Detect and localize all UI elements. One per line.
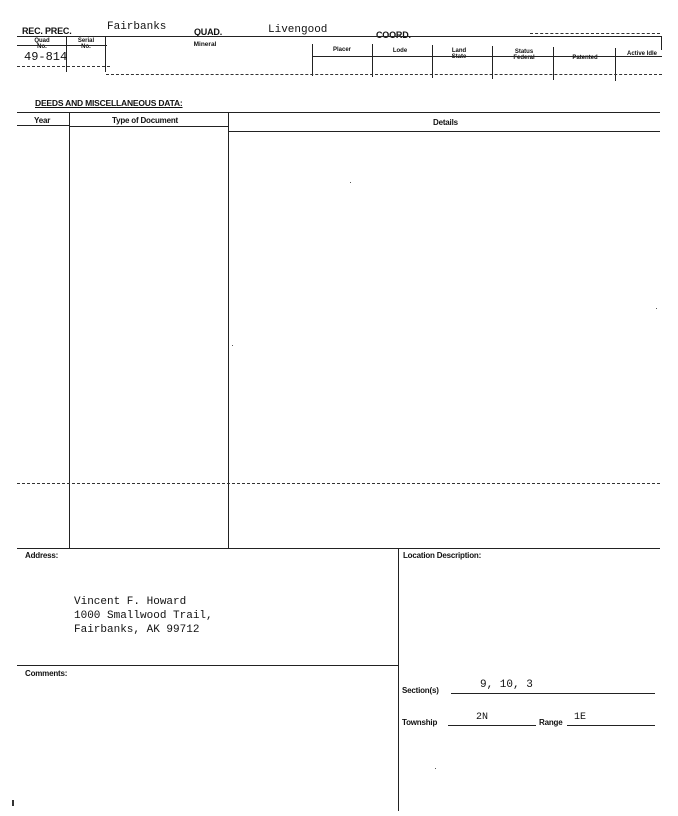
type-head-rule (69, 126, 228, 127)
col-placer: Placer (332, 47, 351, 53)
row-dash-left (17, 66, 110, 67)
details-head-rule (228, 131, 660, 132)
coord-dash (530, 33, 660, 34)
scan-speck (350, 182, 351, 183)
rec-prec-value: Fairbanks (107, 21, 167, 33)
col-lode: Lode (392, 48, 408, 54)
comments-label: Comments: (25, 669, 68, 678)
coord-label: COORD. (376, 30, 411, 40)
address-label: Address: (25, 551, 59, 560)
township-label: Township (402, 718, 438, 727)
col-status-federal: Status Federal (513, 49, 535, 61)
quad-serial-value: 49-814 (24, 50, 68, 64)
address-line-3: Fairbanks, AK 99712 (74, 624, 200, 636)
grid-v7 (553, 47, 554, 80)
year-head-rule (17, 125, 69, 126)
col-serial-no: Serial No. (77, 38, 95, 50)
scan-mark (12, 800, 14, 806)
deeds-dash-rule (17, 483, 660, 484)
address-line-2: 1000 Smallwood Trail, (74, 610, 213, 622)
col-quad-no: Quad No. (34, 38, 50, 50)
row-dash-right (106, 74, 662, 75)
address-block (74, 595, 213, 637)
col-land-state: Land State (451, 48, 467, 60)
grid-v4 (372, 44, 373, 77)
quad-label: QUAD. (194, 27, 222, 37)
quad-value: Livengood (268, 24, 328, 36)
range-value: 1E (574, 712, 587, 723)
col-mineral: Mineral (193, 41, 217, 48)
range-label: Range (539, 718, 563, 727)
col-patented: Patented (572, 55, 598, 61)
heading-rule-left (17, 45, 107, 46)
col-type-of-document: Type of Document (112, 116, 178, 125)
deeds-top-rule (17, 112, 660, 113)
grid-v9 (661, 36, 662, 50)
scan-speck (232, 345, 233, 346)
township-underline (448, 725, 536, 726)
heading-rule-right (312, 56, 662, 57)
comments-rule (17, 665, 398, 666)
grid-v3 (312, 44, 313, 76)
col-details: Details (433, 118, 458, 127)
bottom-divider (398, 548, 399, 811)
scan-speck (435, 768, 436, 769)
range-underline (567, 725, 655, 726)
sections-label: Section(s) (402, 686, 439, 695)
sections-value: 9, 10, 3 (480, 679, 533, 691)
scan-speck (656, 308, 657, 309)
sections-underline (451, 693, 655, 694)
col-year: Year (34, 116, 51, 125)
township-value: 2N (476, 712, 489, 723)
grid-v8 (615, 48, 616, 81)
location-label: Location Description: (403, 551, 482, 560)
address-line-1: Vincent F. Howard (74, 596, 187, 608)
col-active-idle: Active Idle (627, 51, 658, 57)
deeds-title: DEEDS AND MISCELLANEOUS DATA: (35, 98, 183, 108)
header-rule (17, 36, 662, 37)
bottom-top-rule (17, 548, 660, 549)
rec-prec-label: REC. PREC. (22, 26, 72, 36)
